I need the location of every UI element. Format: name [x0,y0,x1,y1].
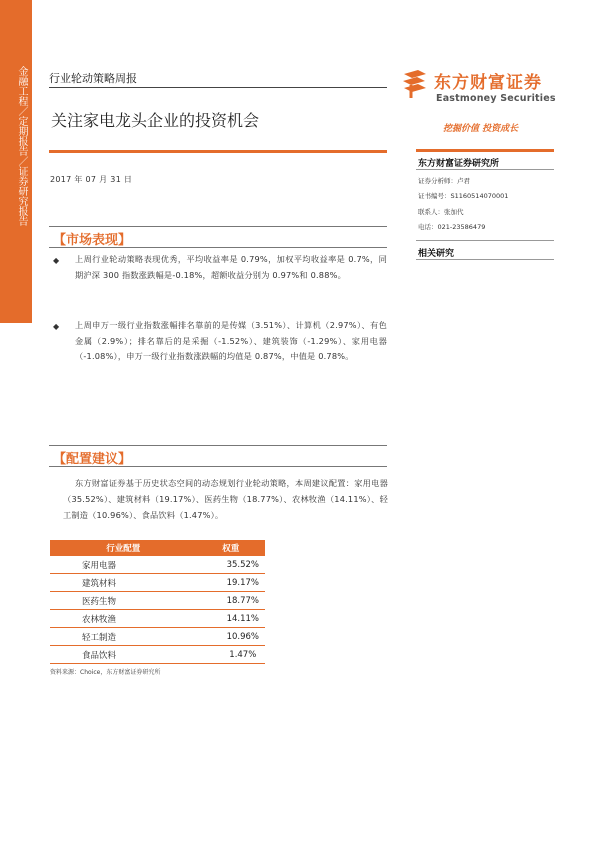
phone-line: 电话：021-23586479 [418,223,486,231]
allocation-heading-label: 【配置建议】 [53,452,132,467]
eastmoney-logo-icon [400,68,430,100]
market-heading-label: 【市场表现】 [53,233,132,248]
industry-cell: 农林牧渔 [50,610,197,628]
table-row [50,628,265,646]
report-title: 关注家电龙头企业的投资机会 [51,111,260,130]
diamond-bullet-icon: ◆ [53,322,60,331]
table-header-weight: 权重 [197,540,265,556]
info-panel-divider-2 [416,240,554,241]
institute-name: 东方财富证券研究所 [418,159,500,169]
brand-name-cn: 东方财富证券 [434,73,542,93]
industry-cell: 建筑材料 [50,574,197,592]
report-kicker: 行业轮动策略周报 [49,72,137,85]
table-row [50,556,265,574]
sidebar-category-text [0,66,32,226]
brand-name-en: Eastmoney Securities [436,93,556,104]
allocation-table [50,540,265,664]
title-divider [49,150,387,153]
info-panel-divider [416,169,554,170]
weight-cell: 35.52% [197,556,265,574]
allocation-paragraph: 东方财富证券基于历史状态空间的动态规划行业轮动策略，本周建议配置：家用电器（35.52%）、建筑材料（19.17%）、医药生物（18.77%）、农林牧渔（14.11%）、轻工制造（10.96%）、食品饮料（1.47%）。 [63,478,388,520]
table-row [50,592,265,610]
market-bullet-1: 上周行业轮动策略表现优秀，平均收益率是 0.79%，加权平均收益率是 0.7%，同期沪深 300 指数涨跌幅是-0.18%，超额收益分别为 0.97%和 0.88%。 [75,254,387,280]
market-section-heading [49,226,387,248]
brand-slogan: 挖掘价值 投资成长 [443,124,519,134]
info-panel-top-rule [416,149,554,152]
table-header-row [50,540,265,556]
industry-cell: 医药生物 [50,592,197,610]
weight-cell: 1.47% [197,646,265,664]
industry-cell: 食品饮料 [50,646,197,664]
table-header-industry: 行业配置 [50,540,197,556]
analyst-line: 证券分析师：卢君 [418,177,470,185]
market-bullet-2: 上周申万一级行业指数涨幅排名靠前的是传媒（3.51%）、计算机（2.97%）、有色金属（2.9%）；排名靠后的是采掘（-1.52%）、建筑装饰（-1.29%）、家用电器（-1.08%），申万一级行业指数涨跌幅的均值是 0.87%，中值是 0.78%。 [75,320,387,361]
table-row [50,574,265,592]
report-date: 2017 年 07 月 31 日 [50,175,133,184]
info-panel-divider-3 [416,259,554,260]
allocation-section-heading [49,445,387,467]
sidebar-label: 金融工程／定期报告／证券研究报告 [16,66,27,226]
weight-cell: 19.17% [197,574,265,592]
table-row [50,646,265,664]
industry-cell: 家用电器 [50,556,197,574]
weight-cell: 14.11% [197,610,265,628]
contact-line: 联系人：张加代 [418,208,464,216]
table-row [50,610,265,628]
license-line: 证书编号：S1160514070001 [418,192,509,200]
related-research-heading: 相关研究 [418,249,455,259]
weight-cell: 10.96% [197,628,265,646]
weight-cell: 18.77% [197,592,265,610]
industry-cell: 轻工制造 [50,628,197,646]
header-divider [49,87,387,88]
diamond-bullet-icon: ◆ [53,256,60,265]
table-source-note: 资料来源：Choice，东方财富证券研究所 [50,669,161,676]
